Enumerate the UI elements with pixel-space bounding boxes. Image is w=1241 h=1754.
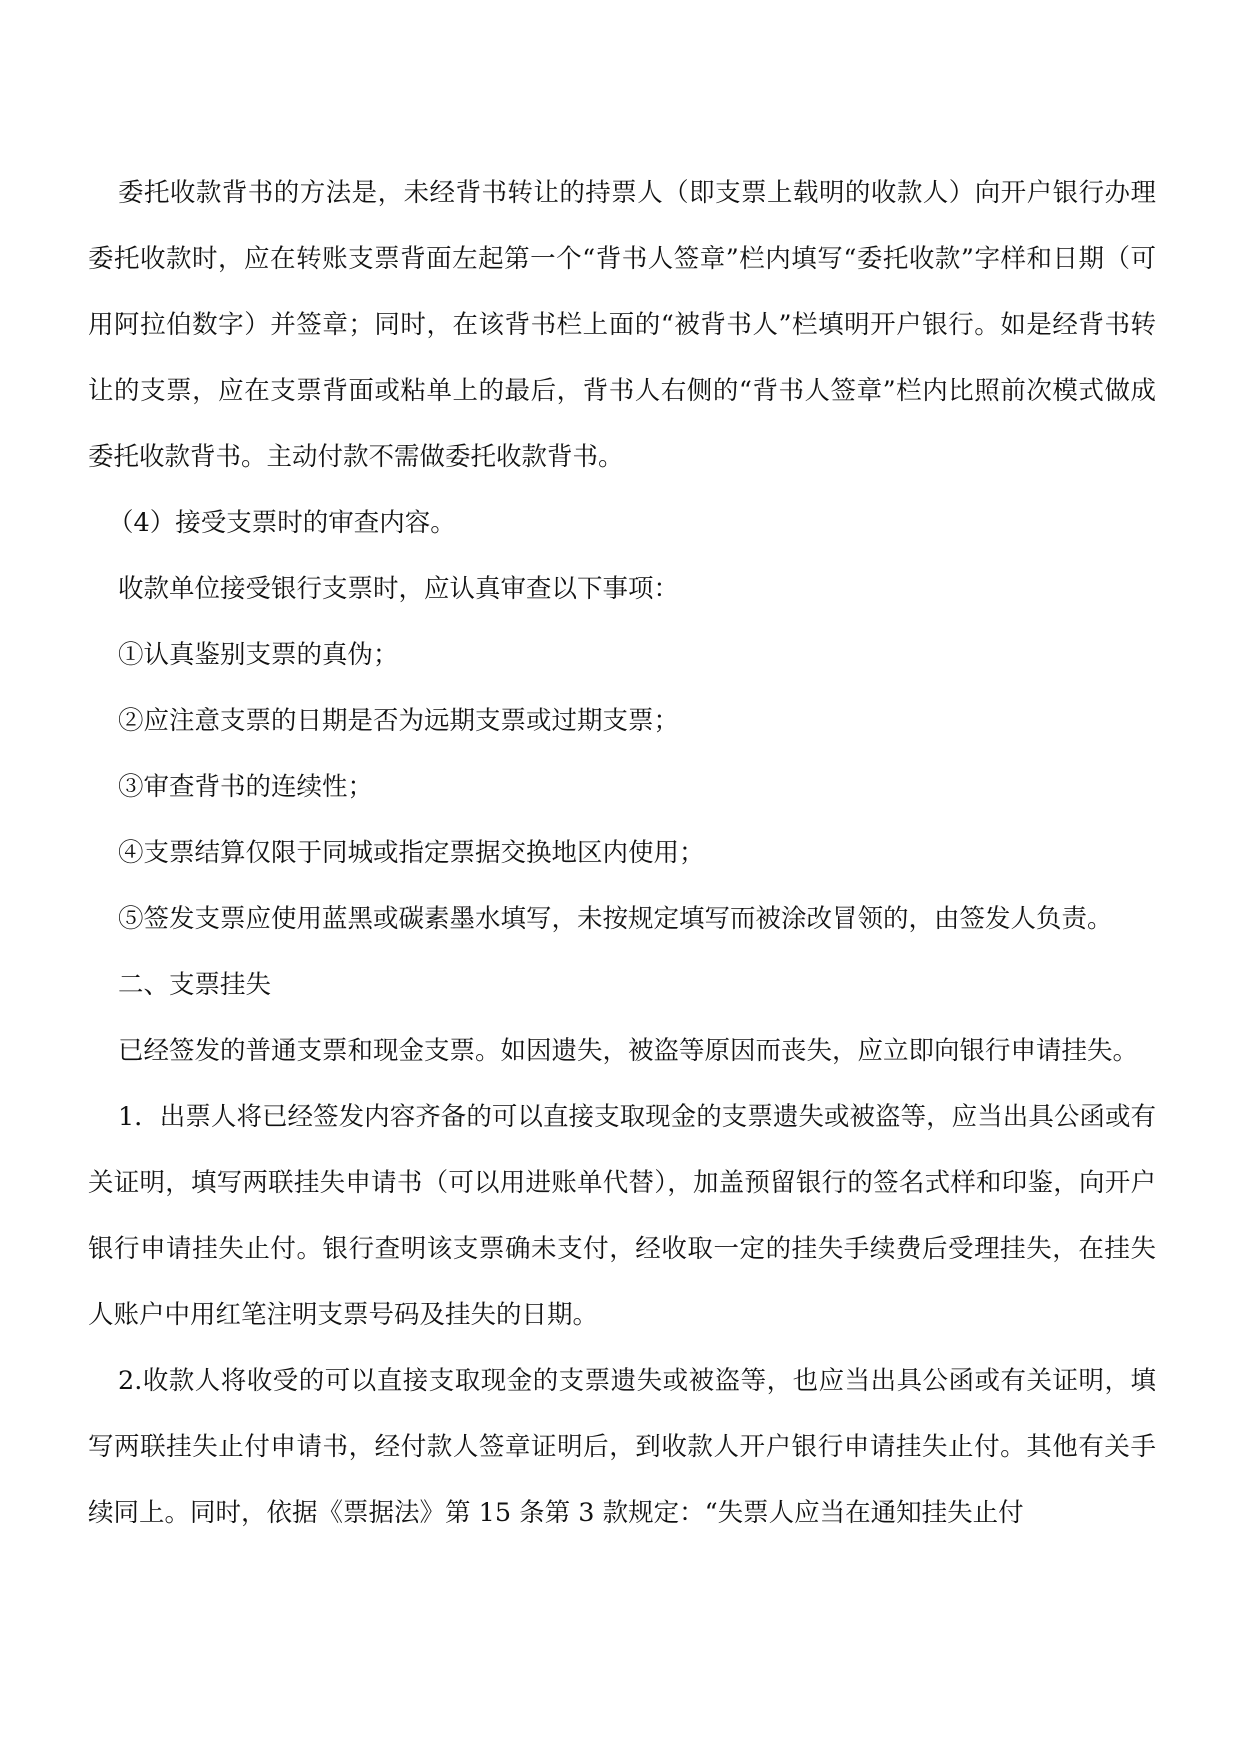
list-item-4: ④支票结算仅限于同城或指定票据交换地区内使用；: [118, 838, 705, 868]
document-body: [88, 160, 1156, 1546]
list-item-5: ⑤签发支票应使用蓝黑或碳素墨水填写，未按规定填写而被涂改冒领的，由签发人负责。: [118, 904, 1113, 934]
paragraph-loss-intro: 已经签发的普通支票和现金支票。如因遗失，被盗等原因而丧失，应立即向银行申请挂失。: [118, 1036, 1139, 1066]
paragraph-review-intro: 收款单位接受银行支票时，应认真审查以下事项：: [118, 574, 680, 604]
list-item-1: ①认真鉴别支票的真伪；: [118, 640, 399, 670]
subheading-check-review: （4）接受支票时的审查内容。: [108, 508, 456, 538]
section-heading-check-loss: 二、支票挂失: [118, 970, 272, 1000]
paragraph-drawer-loss: 1．出票人将已经签发内容齐备的可以直接支取现金的支票遗失或被盗等，应当出具公函或有关证明，填写两联挂失申请书（可以用进账单代替），加盖预留银行的签名式样和印鉴，向开户银行申请挂失止付。银行查明该支票确未支付，经收取一定的挂失手续费后受理挂失，在挂失人账户中用红笔注明支票号码及挂失的日期。: [88, 1102, 1156, 1330]
paragraph-entrusted-collection-endorsement: 委托收款背书的方法是，未经背书转让的持票人（即支票上载明的收款人）向开户银行办理委托收款时，应在转账支票背面左起第一个“背书人签章”栏内填写“委托收款”字样和日期（可用阿拉伯数字）并签章；同时，在该背书栏上面的“被背书人”栏填明开户银行。如是经背书转让的支票，应在支票背面或粘单上的最后，背书人右侧的“背书人签章”栏内比照前次模式做成委托收款背书。主动付款不需做委托收款背书。: [88, 178, 1156, 472]
list-item-3: ③审查背书的连续性；: [118, 772, 374, 802]
paragraph-payee-loss: 2.收款人将收受的可以直接支取现金的支票遗失或被盗等，也应当出具公函或有关证明，填写两联挂失止付申请书，经付款人签章证明后，到收款人开户银行申请挂失止付。其他有关手续同上。同时，依据《票据法》第 15 条第 3 款规定：“失票人应当在通知挂失止付: [88, 1366, 1156, 1528]
list-item-2: ②应注意支票的日期是否为远期支票或过期支票；: [118, 706, 680, 736]
